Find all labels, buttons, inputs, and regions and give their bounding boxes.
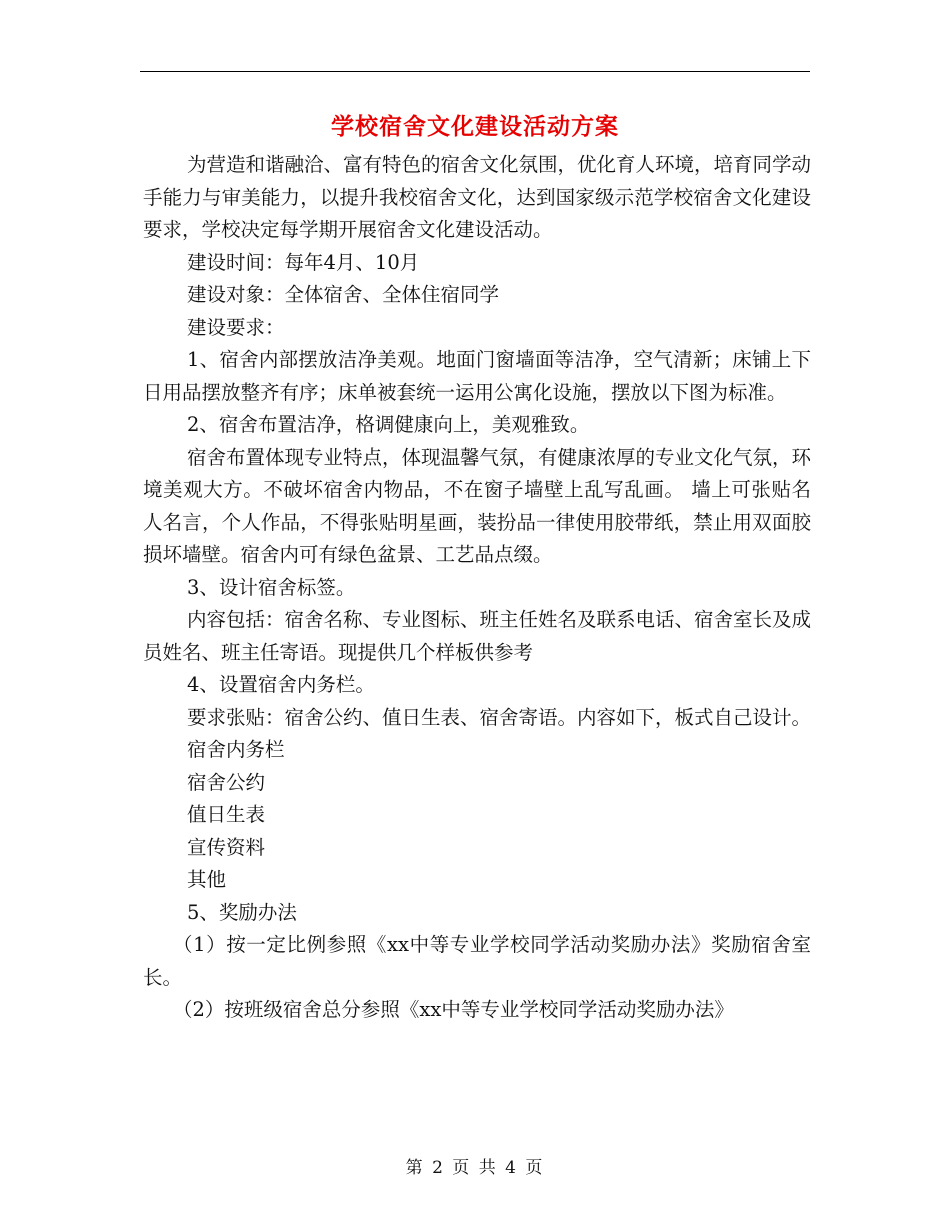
requirement-2: 2、宿舍布置洁净，格调健康向上，美观雅致。 (187, 413, 590, 436)
requirement-5: 5、奖励办法 (187, 900, 297, 924)
requirement-3: 3、设计宿舍标签。 (187, 575, 356, 599)
construction-requirements-heading: 建设要求： (187, 315, 285, 339)
document-title: 学校宿舍文化建设活动方案 (331, 113, 619, 140)
list-item: 宣传资料 (187, 835, 266, 859)
reward-item-1: （1）按一定比例参照《xx中等专业学校同学活动奖励办法》奖励宿舍室长。 (143, 933, 811, 989)
page-footer: 第 2 页 共 4 页 (405, 1158, 545, 1178)
header-rule (140, 71, 810, 72)
document-body (143, 149, 811, 1027)
list-item: 宿舍内务栏 (187, 738, 285, 761)
list-item: 值日生表 (187, 803, 266, 826)
requirement-3-detail: 内容包括：宿舍名称、专业图标、班主任姓名及联系电话、宿舍室长及成员姓名、班主任寄语。现提供几个样板供参考 (143, 608, 812, 664)
requirement-1: 1、宿舍内部摆放洁净美观。地面门窗墙面等洁净，空气清新；床铺上下日用品摆放整齐有序；床单被套统一运用公寓化设施，摆放以下图为标准。 (143, 348, 811, 404)
requirement-4: 4、设置宿舍内务栏。 (187, 673, 375, 696)
requirement-4-detail: 要求张贴：宿舍公约、值日生表、宿舍寄语。内容如下，板式自己设计。 (187, 705, 812, 729)
list-item: 其他 (187, 868, 227, 891)
requirement-2-detail: 宿舍布置体现专业特点，体现温馨气氛，有健康浓厚的专业文化气氛，环境美观大方。不破坏宿舍内物品，不在窗子墙壁上乱写乱画。 墙上可张贴名人名言，个人作品，不得张贴明星画，装扮品一律使用胶带纸，禁止用双面胶损坏墙壁。宿舍内可有绿色盆景、工艺品点缀。 (143, 445, 812, 566)
construction-target: 建设对象：全体宿舍、全体住宿同学 (187, 283, 500, 306)
list-item: 宿舍公约 (187, 770, 266, 794)
construction-time: 建设时间：每年4月、10月 (187, 250, 420, 274)
intro-paragraph: 为营造和谐融洽、富有特色的宿舍文化氛围，优化育人环境，培育同学动手能力与审美能力，以提升我校宿舍文化，达到国家级示范学校宿舍文化建设要求，学校决定每学期开展宿舍文化建设活动。 (143, 153, 812, 241)
reward-item-2: （2）按班级宿舍总分参照《xx中等专业学校同学活动奖励办法》 (173, 998, 734, 1021)
